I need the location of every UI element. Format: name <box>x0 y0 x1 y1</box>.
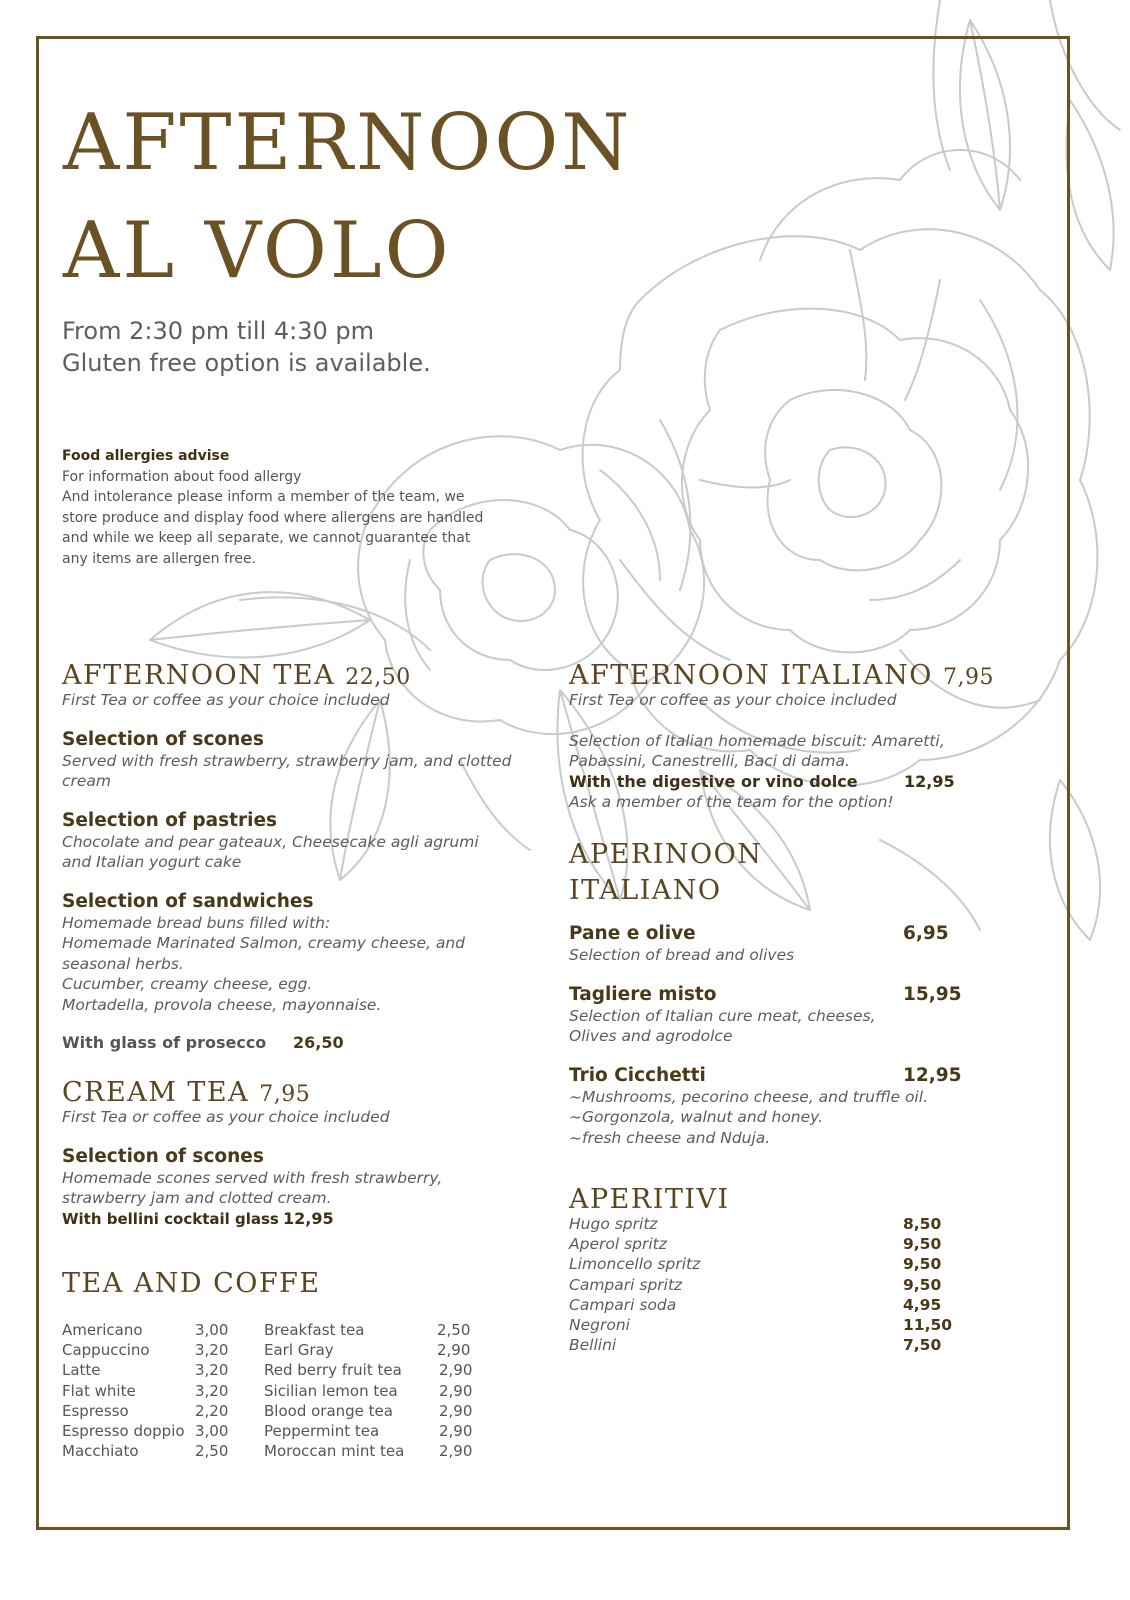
menu-item <box>62 729 552 792</box>
drink-name: Flat white <box>62 1381 136 1400</box>
coffee-item <box>62 1441 237 1461</box>
item-desc: Selection of bread and olives <box>569 946 795 964</box>
drink-name: Red berry fruit tea <box>264 1361 402 1380</box>
item-desc: Mortadella, provola cheese, mayonnaise. <box>62 995 382 1014</box>
item-name: Tagliere misto <box>569 983 717 1005</box>
item-desc: Homemade bread buns filled with: <box>62 913 331 932</box>
item-desc: Chocolate and pear gateaux, Cheesecake agli agrumi <box>62 832 479 851</box>
drink-price: 2,90 <box>439 1401 473 1420</box>
section-subtitle: First Tea or coffee as your choice included <box>62 691 390 709</box>
drink-name: Moroccan mint tea <box>264 1442 405 1461</box>
allergy-notice <box>62 446 542 569</box>
digestive-option <box>569 772 1049 793</box>
aperitivo-item <box>569 1214 959 1234</box>
drink-price: 2,90 <box>439 1361 473 1380</box>
drink-price: 9,50 <box>903 1235 942 1254</box>
section-name: AFTERNOON ITALIANO <box>569 660 933 691</box>
aperitivo-item <box>569 1275 959 1295</box>
item-price: 15,95 <box>903 983 962 1005</box>
drink-name: Earl Gray <box>264 1341 334 1360</box>
drink-price: 2,90 <box>437 1341 471 1360</box>
afternoon-tea-section <box>62 662 552 1052</box>
drink-price: 2,50 <box>195 1442 229 1461</box>
item-name: Selection of sandwiches <box>62 890 314 912</box>
drink-name: Peppermint tea <box>264 1422 380 1440</box>
drink-name: Latte <box>62 1361 101 1380</box>
section-name: ITALIANO <box>569 875 722 906</box>
coffee-item <box>62 1320 237 1340</box>
drink-price: 3,20 <box>195 1361 229 1380</box>
cream-tea-section <box>62 1079 552 1229</box>
drink-name: Bellini <box>569 1336 617 1355</box>
item-desc: and Italian yogurt cake <box>62 853 242 871</box>
afternoon-tea-title <box>62 662 552 689</box>
section-price: 7,95 <box>259 1082 311 1107</box>
tea-item <box>264 1340 479 1360</box>
drink-price: 9,50 <box>903 1255 942 1274</box>
item-desc: Olives and agrodolce <box>569 1027 733 1045</box>
option-label: With bellini cocktail glass <box>62 1209 279 1228</box>
tea-item <box>264 1441 479 1461</box>
allergy-heading: Food allergies advise <box>62 448 230 464</box>
drink-price: 2,90 <box>439 1381 473 1400</box>
section-name: CREAM TEA <box>62 1077 250 1108</box>
item-desc: Homemade scones served with fresh strawberry, <box>62 1168 443 1187</box>
section-price: 22,50 <box>345 665 411 690</box>
drink-name: Limoncello spritz <box>569 1255 701 1274</box>
drink-name: Campari spritz <box>569 1275 683 1294</box>
tea-item <box>264 1401 479 1421</box>
drink-price: 9,50 <box>903 1275 942 1294</box>
menu-item <box>62 891 552 1016</box>
gluten-free-note: Gluten free option is available. <box>62 349 431 377</box>
item-name: Pane e olive <box>569 923 696 944</box>
item-name: Trio Cicchetti <box>569 1064 706 1086</box>
drink-name: Campari soda <box>569 1295 677 1314</box>
tea-coffee-title: TEA AND COFFE <box>62 1268 321 1299</box>
menu-item <box>62 810 552 873</box>
drink-price: 2,50 <box>437 1321 471 1339</box>
aperitivo-item <box>569 1335 959 1355</box>
menu-item <box>569 984 989 1047</box>
item-desc: strawberry jam and clotted cream. <box>62 1189 332 1207</box>
drink-name: Sicilian lemon tea <box>264 1381 398 1400</box>
coffee-item <box>62 1421 237 1441</box>
item-desc: ~fresh cheese and Nduja. <box>569 1128 771 1147</box>
drink-name: Breakfast tea <box>264 1321 365 1339</box>
coffee-item <box>62 1401 237 1421</box>
aperinoon-title <box>569 837 989 909</box>
allergy-line: For information about food allergy <box>62 468 302 485</box>
drink-price: 8,50 <box>903 1215 942 1233</box>
drink-name: Blood orange tea <box>264 1401 393 1420</box>
drink-price: 3,00 <box>195 1321 229 1339</box>
drink-name: Cappuccino <box>62 1341 150 1360</box>
drink-name: Espresso <box>62 1401 129 1420</box>
afternoon-italiano-title <box>569 662 1049 689</box>
item-desc: seasonal herbs. <box>62 954 184 973</box>
aperitivo-item <box>569 1295 959 1315</box>
allergy-line: and while we keep all separate, we cannot guarantee that <box>62 530 471 546</box>
item-desc: Selection of Italian homemade biscuit: Amaretti, <box>569 731 945 750</box>
item-desc: Served with fresh strawberry, strawberry jam, and clotted <box>62 751 512 770</box>
option-note: Ask a member of the team for the option! <box>569 793 894 811</box>
tea-item <box>264 1320 479 1340</box>
allergy-line: any items are allergen free. <box>62 550 257 567</box>
drink-price: 4,95 <box>903 1295 942 1314</box>
option-price: 26,50 <box>293 1033 344 1052</box>
section-subtitle: First Tea or coffee as your choice included <box>569 691 897 709</box>
item-desc: Pabassini, Canestrelli, Baci di dama. <box>569 752 850 770</box>
item-name: Selection of scones <box>62 728 264 750</box>
cream-tea-title <box>62 1079 552 1106</box>
item-name: Selection of pastries <box>62 809 278 831</box>
aperitivo-item <box>569 1234 959 1254</box>
drink-name: Hugo spritz <box>569 1215 658 1233</box>
tea-list <box>264 1320 479 1462</box>
item-desc: Cucumber, creamy cheese, egg. <box>62 975 313 993</box>
tea-item <box>264 1360 479 1380</box>
prosecco-option <box>62 1033 552 1052</box>
option-label: With glass of prosecco <box>62 1033 267 1052</box>
item-desc: cream <box>62 772 112 790</box>
allergy-line: And intolerance please inform a member of the team, we <box>62 489 465 505</box>
menu-item <box>569 1065 989 1149</box>
item-desc: Homemade Marinated Salmon, creamy cheese, and <box>62 934 465 952</box>
section-name: APERINOON <box>569 839 763 870</box>
intro-block <box>62 315 431 379</box>
bellini-option <box>62 1209 552 1230</box>
coffee-item <box>62 1360 237 1380</box>
aperitivo-item <box>569 1315 959 1335</box>
aperitivi-title: APERITIVI <box>569 1184 730 1215</box>
tea-item <box>264 1381 479 1401</box>
drink-price: 3,20 <box>195 1341 229 1360</box>
aperitivi-list <box>569 1214 959 1356</box>
aperitivo-item <box>569 1254 959 1274</box>
afternoon-italiano-section <box>569 662 1049 813</box>
option-price: 12,95 <box>904 771 955 791</box>
section-name: AFTERNOON TEA <box>62 660 336 691</box>
item-desc: Selection of Italian cure meat, cheeses, <box>569 1006 876 1025</box>
drink-name: Americano <box>62 1321 143 1339</box>
section-subtitle: First Tea or coffee as your choice included <box>62 1108 390 1126</box>
drink-price: 2,20 <box>195 1401 229 1420</box>
option-label: With the digestive or vino dolce <box>569 771 858 791</box>
aperinoon-section <box>569 837 989 1148</box>
drink-name: Espresso doppio <box>62 1422 185 1440</box>
coffee-item <box>62 1381 237 1401</box>
coffee-list <box>62 1320 237 1462</box>
tea-item <box>264 1421 479 1441</box>
coffee-item <box>62 1340 237 1360</box>
drink-name: Negroni <box>569 1316 630 1334</box>
item-name: Selection of scones <box>62 1145 264 1167</box>
item-price: 12,95 <box>903 1064 962 1086</box>
option-price: 12,95 <box>283 1208 334 1228</box>
drink-name: Macchiato <box>62 1442 139 1461</box>
drink-price: 2,90 <box>439 1422 473 1440</box>
drink-price: 7,50 <box>903 1336 942 1355</box>
drink-price: 2,90 <box>439 1442 473 1461</box>
drink-price: 3,00 <box>195 1422 229 1440</box>
drink-price: 11,50 <box>903 1316 953 1334</box>
section-price: 7,95 <box>943 665 995 690</box>
menu-item <box>569 923 989 966</box>
opening-hours: From 2:30 pm till 4:30 pm <box>62 317 375 345</box>
item-desc: ~Gorgonzola, walnut and honey. <box>569 1108 824 1126</box>
page-title-line2: AL VOLO <box>63 206 452 296</box>
drink-price: 3,20 <box>195 1381 229 1400</box>
menu-item <box>569 731 1049 813</box>
drink-name: Aperol spritz <box>569 1235 667 1254</box>
item-price: 6,95 <box>903 923 949 944</box>
allergy-line: store produce and display food where allergens are handled <box>62 509 484 526</box>
item-desc: ~Mushrooms, pecorino cheese, and truffle oil. <box>569 1087 928 1106</box>
page-title-line1: AFTERNOON <box>63 98 633 188</box>
menu-item <box>62 1146 552 1230</box>
